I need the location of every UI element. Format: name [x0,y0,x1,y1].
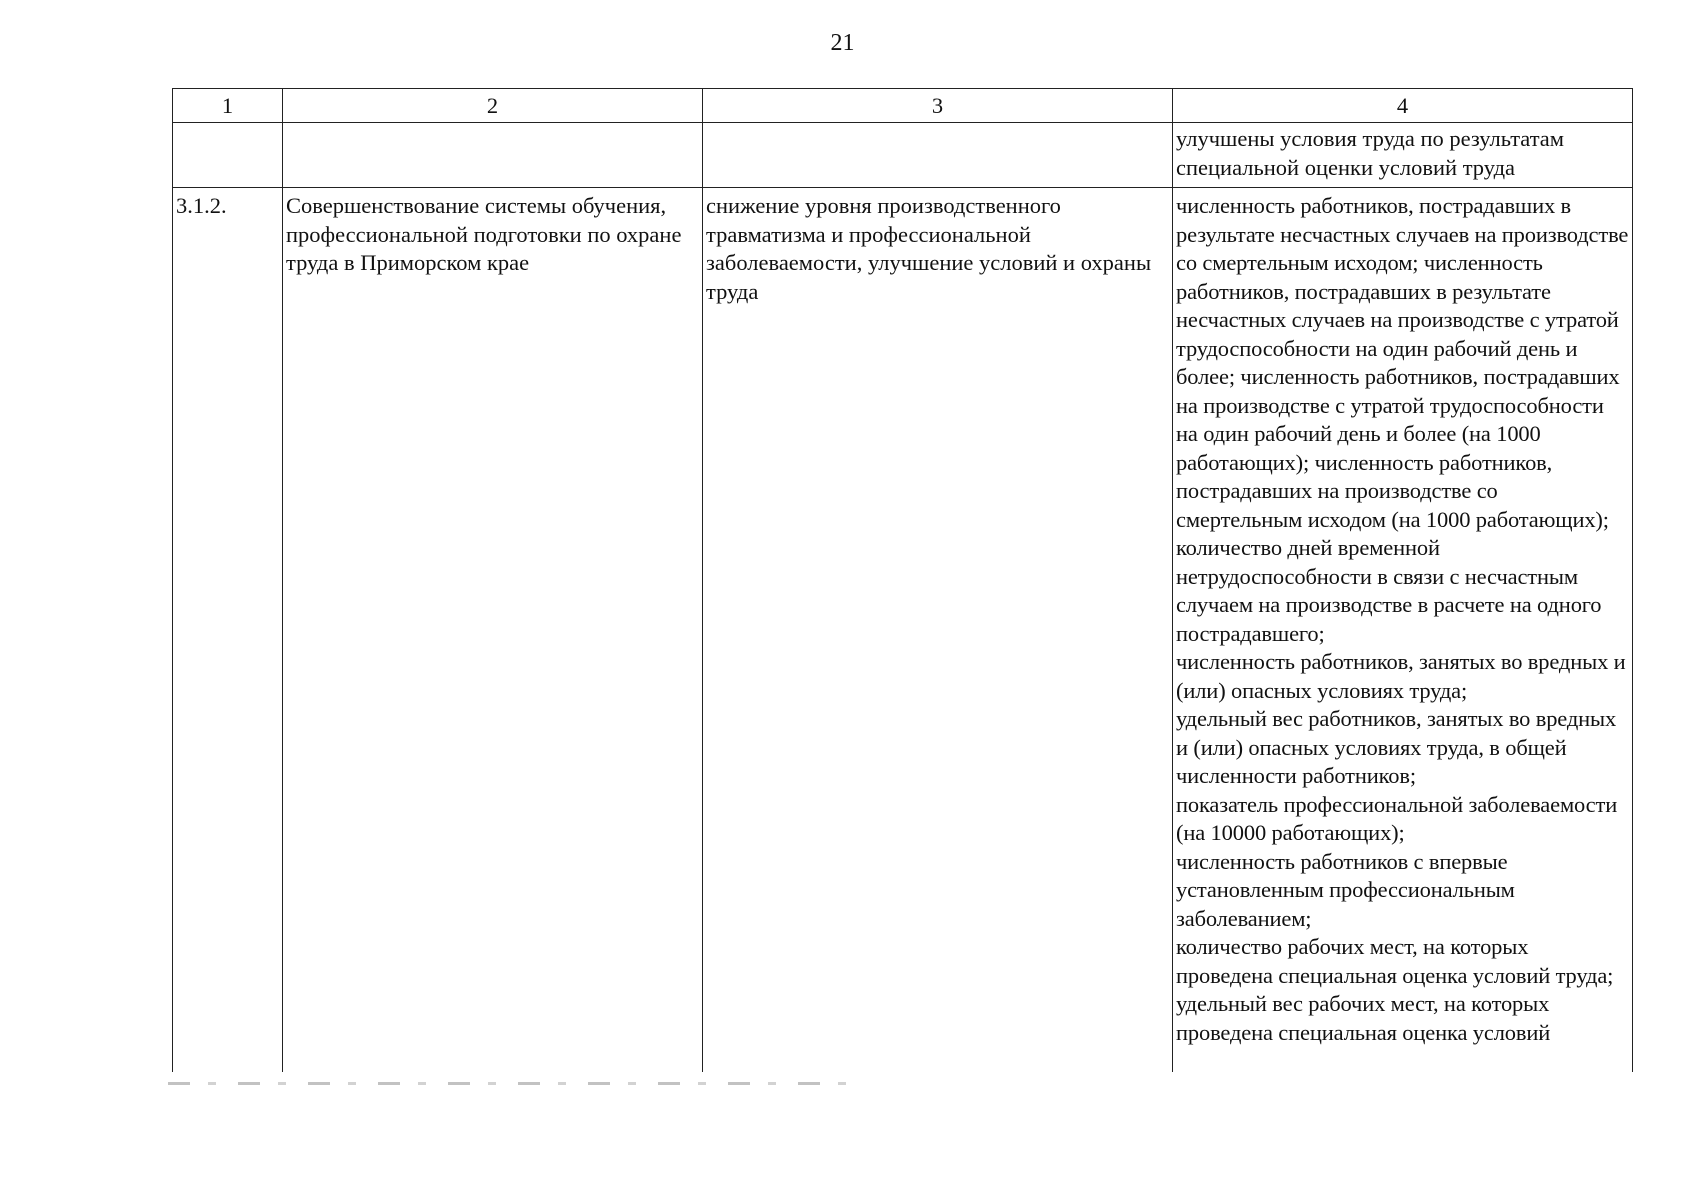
cell-indicators [1173,188,1633,1073]
indicator-text: количество рабочих мест, на которых проведена специальная оценка условий труда; [1176,934,1614,988]
measures-table [172,88,1633,1072]
column-header-2: 2 [283,89,703,123]
table-header-row [173,89,1633,123]
indicator-text: численность работников, занятых во вредных и (или) опасных условиях труда; [1176,649,1626,703]
page-number: 21 [830,30,855,56]
table-row-continuation [173,123,1633,188]
indicator-text: удельный вес рабочих мест, на которых проведена специальная оценка условий [1176,991,1551,1045]
indicator-text: показатель профессиональной заболеваемости (на 10000 работающих); [1176,791,1618,845]
cell-row-number: 3.1.2. [173,188,283,1073]
indicator-text: численность работников, пострадавших в результате несчастных случаев на производстве со смертельным исходом; численность работников, пострадавших в результате несчастных случаев на производстве с утратой трудоспособности на один рабочий день и более; численность работников, пострадавших на производстве с утратой трудоспособности на один рабочий день и более (на 1000 работающих); численность работников, пострадавших на производстве со смертельным исходом (на 1000 работающих); [1176,193,1629,532]
column-header-3: 3 [703,89,1173,123]
scan-artifact [168,1082,868,1085]
cell-activity: Совершенствование системы обучения, профессиональной подготовки по охране труда в Приморском крае [283,188,703,1073]
table-row-3-1-2 [173,188,1633,1073]
indicator-text: численность работников с впервые установленным профессиональным заболеванием; [1176,848,1515,931]
cell-empty [703,123,1173,188]
cell-empty [173,123,283,188]
cell-continued-indicator: улучшены условия труда по результатам специальной оценки условий труда [1173,123,1633,188]
indicator-text: количество дней временной нетрудоспособности в связи с несчастным случаем на производстве в расчете на одного пострадавшего; [1176,535,1602,646]
cell-empty [283,123,703,188]
cell-result: снижение уровня производственного травматизма и профессиональной заболеваемости, улучшение условий и охраны труда [703,188,1173,1073]
column-header-1: 1 [173,89,283,123]
indicator-text: удельный вес работников, занятых во вредных и (или) опасных условиях труда, в общей численности работников; [1176,706,1617,788]
column-header-4: 4 [1173,89,1633,123]
